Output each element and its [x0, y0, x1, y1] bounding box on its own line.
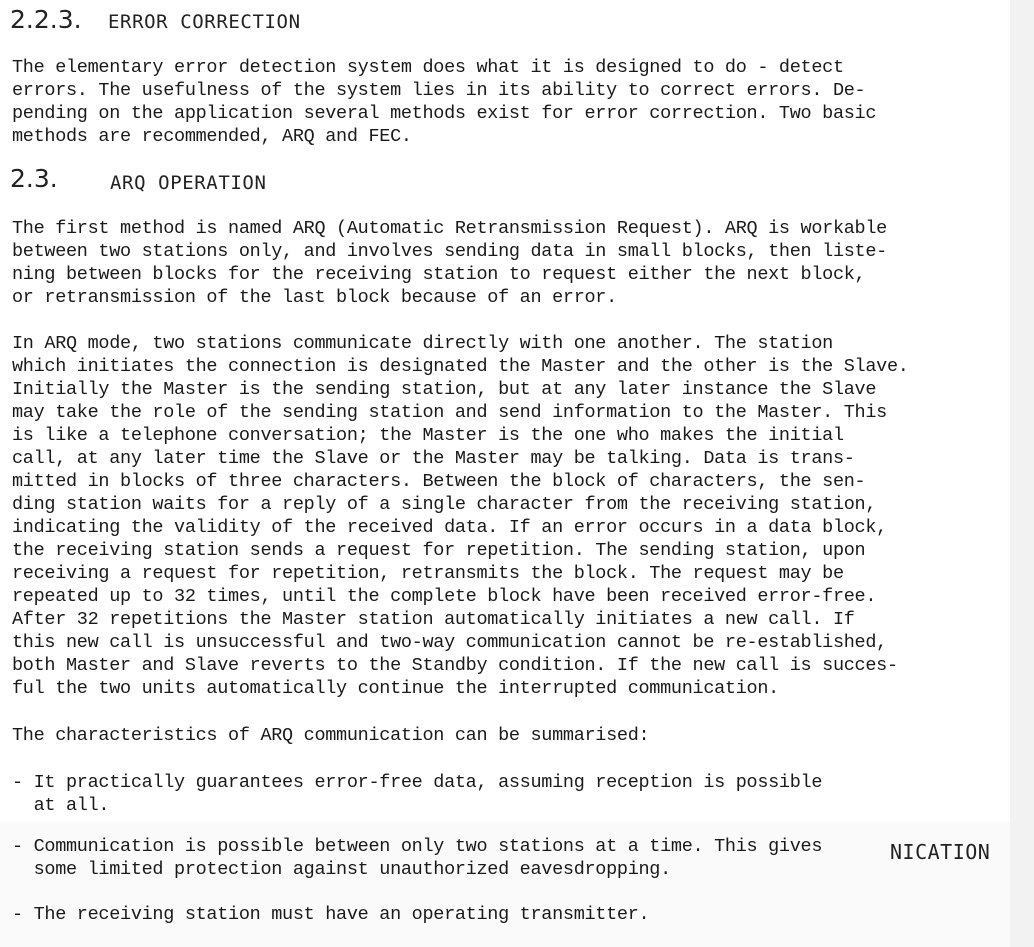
- text-line: methods are recommended, ARQ and FEC.: [12, 126, 412, 147]
- text-line: pending on the application several methods exist for error correction. Two basic: [12, 103, 877, 124]
- text-line: may take the role of the sending station and send information to the Master. This: [12, 402, 887, 423]
- section-title: ARQ OPERATION: [110, 172, 267, 194]
- text-line: which initiates the connection is designated the Master and the other is the Slave.: [12, 356, 909, 377]
- bullet-item: - The receiving station must have an operating transmitter.: [12, 904, 650, 925]
- text-line: is like a telephone conversation; the Master is the one who makes the initial: [12, 425, 844, 446]
- text-line: After 32 repetitions the Master station automatically initiates a new call. If: [12, 609, 855, 630]
- text-line: ding station waits for a reply of a single character from the receiving station,: [12, 494, 877, 515]
- text-line: errors. The usefulness of the system lies in its ability to correct errors. De-: [12, 80, 866, 101]
- text-line: the receiving station sends a request for repetition. The sending station, upon: [12, 540, 866, 561]
- text-line: Initially the Master is the sending station, but at any later instance the Slave: [12, 379, 877, 400]
- section-title: ERROR CORRECTION: [108, 11, 301, 33]
- bullet-item: - It practically guarantees error-free data, assuming reception is possible: [12, 772, 823, 793]
- bullet-item: at all.: [12, 795, 110, 816]
- text-line: or retransmission of the last block because of an error.: [12, 287, 617, 308]
- text-line: The first method is named ARQ (Automatic Retransmission Request). ARQ is workable: [12, 218, 887, 239]
- text-line: ning between blocks for the receiving station to request either the next block,: [12, 264, 866, 285]
- text-line: ful the two units automatically continue the interrupted communication.: [12, 678, 779, 699]
- text-line: call, at any later time the Slave or the Master may be talking. Data is trans-: [12, 448, 855, 469]
- stray-text-fragment: NICATION: [890, 840, 991, 864]
- text-line: The characteristics of ARQ communication can be summarised:: [12, 725, 650, 746]
- bullet-item: - Communication is possible between only two stations at a time. This gives: [12, 836, 823, 857]
- text-line: between two stations only, and involves sending data in small blocks, then liste-: [12, 241, 887, 262]
- section-number: 2.3.: [10, 164, 58, 193]
- text-line: indicating the validity of the received data. If an error occurs in a data block,: [12, 517, 887, 538]
- text-line: In ARQ mode, two stations communicate directly with one another. The station: [12, 333, 833, 354]
- text-line: receiving a request for repetition, retransmits the block. The request may be: [12, 563, 844, 584]
- text-line: mitted in blocks of three characters. Between the block of characters, the sen-: [12, 471, 866, 492]
- section-number: 2.2.3.: [10, 5, 82, 34]
- text-line: this new call is unsuccessful and two-way communication cannot be re-established,: [12, 632, 887, 653]
- text-line: both Master and Slave reverts to the Standby condition. If the new call is succes-: [12, 655, 898, 676]
- bullet-item: some limited protection against unauthorized eavesdropping.: [12, 859, 671, 880]
- text-line: repeated up to 32 times, until the complete block have been received error-free.: [12, 586, 877, 607]
- text-line: The elementary error detection system does what it is designed to do - detect: [12, 57, 844, 78]
